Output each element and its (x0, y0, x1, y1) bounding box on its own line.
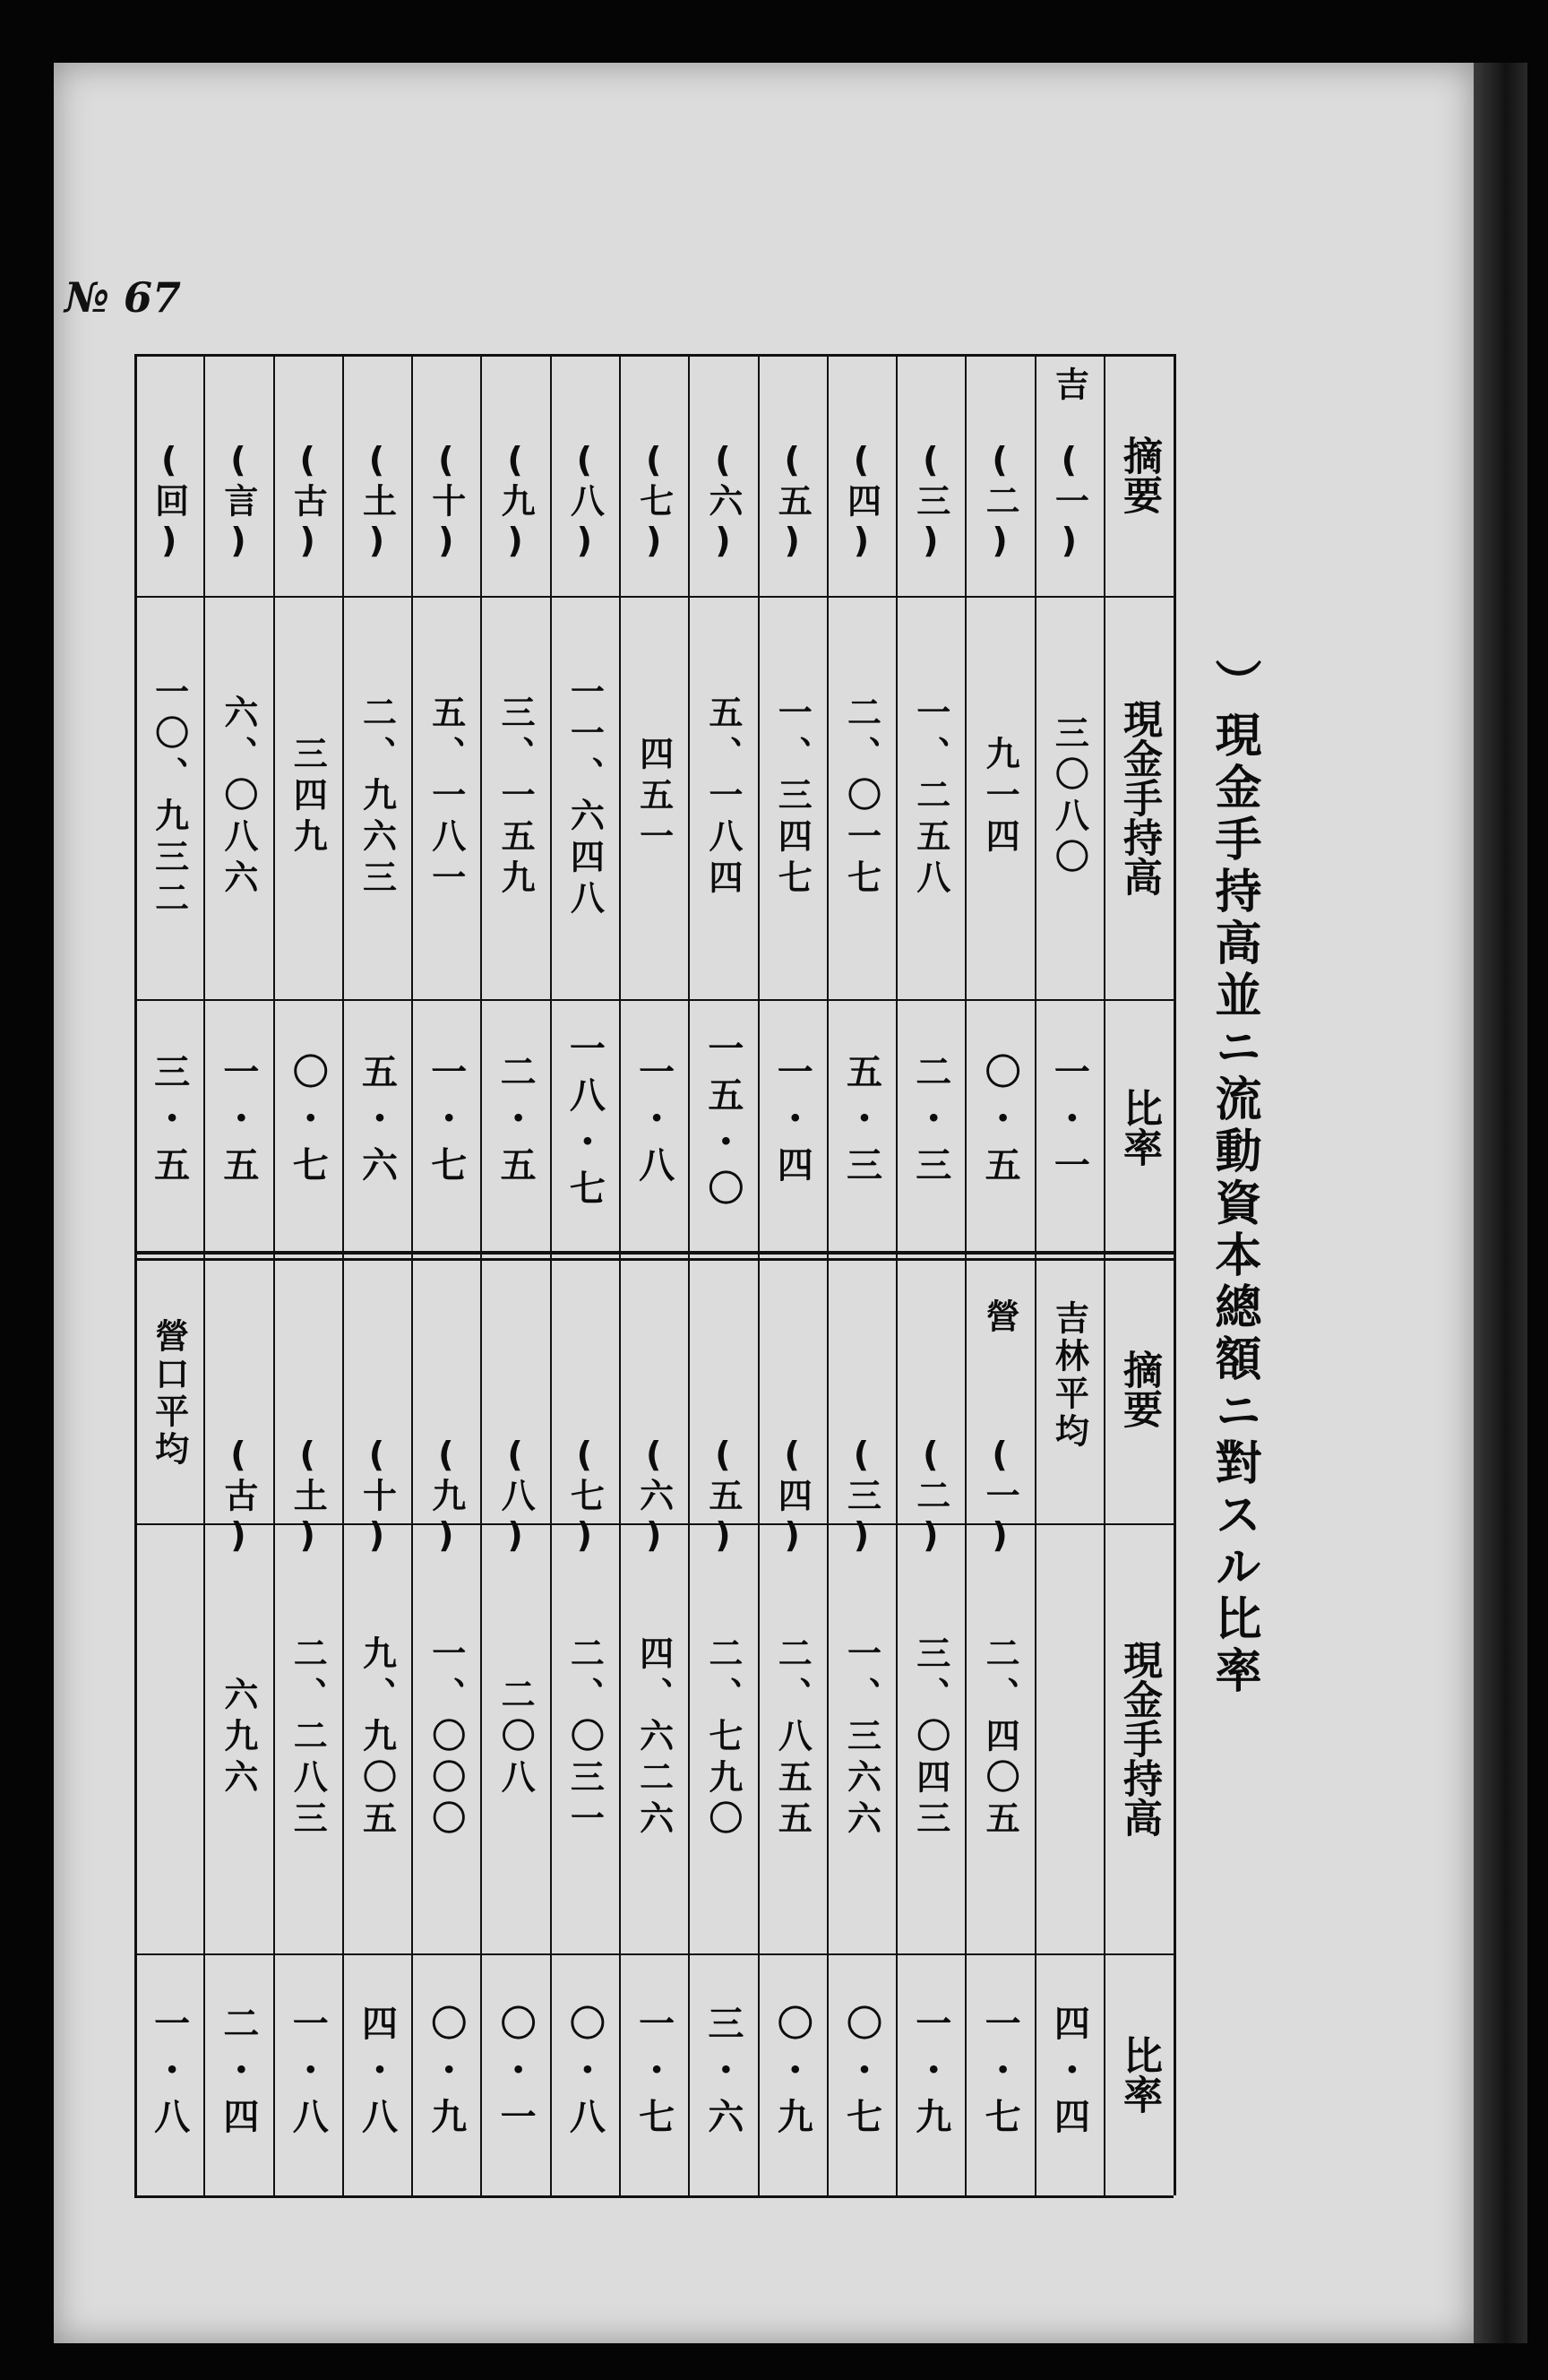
t2-row-no-cell (480, 1435, 549, 1558)
t1-header-ratio-cell (1104, 999, 1174, 1255)
t1-row-no: (七) (633, 440, 674, 564)
t1-row-no-cell (619, 417, 688, 587)
t2-row-cash-cell (411, 1523, 480, 1953)
t2-row-cash: 九、九〇五 (357, 1635, 397, 1841)
t2-row-ratio-cell (134, 1953, 203, 2195)
t2-row-cash-cell (134, 1523, 203, 1953)
t1-header-cash-cell (1104, 596, 1174, 999)
t1-header-summary: 摘要 (1116, 435, 1162, 514)
t2-row-no: (三) (841, 1435, 882, 1558)
t2-row-no-cell (411, 1435, 480, 1558)
t1-row-no-cell (134, 417, 203, 587)
t2-row-cash: 一、〇〇〇 (426, 1635, 466, 1841)
t1-group-label: 吉 (1049, 366, 1089, 404)
t1-row-cash-cell (273, 596, 342, 999)
t2-header-summary: 摘要 (1116, 1350, 1162, 1428)
t1-header-summary-cell (1104, 354, 1174, 596)
t2-row-cash-cell (758, 1523, 827, 1953)
t1-row-ratio: 〇・七 (287, 1052, 329, 1193)
t2-row-ratio-cell (688, 1953, 757, 2195)
t1-row-no: (言) (218, 440, 258, 564)
t1-row-no: (一) (1049, 440, 1089, 564)
t1-row-ratio: 一・八 (632, 1052, 675, 1193)
t1-group-label-cell (1035, 358, 1104, 412)
t2-row-cash-cell (203, 1523, 272, 1953)
t1-row-no: (八) (564, 440, 605, 564)
t1-row-no-cell (411, 417, 480, 587)
t2-row-ratio-cell (273, 1953, 342, 2195)
t2-row-cash-cell (342, 1523, 411, 1953)
t2-row-cash: 二、〇三一 (564, 1635, 605, 1841)
t2-row-ratio: 三・六 (701, 2005, 744, 2144)
t1-row-no-cell (827, 417, 896, 587)
t1-row-ratio: 五・三 (840, 1052, 882, 1193)
t1-row-no-cell (550, 417, 619, 587)
t2-row-no-cell (342, 1435, 411, 1558)
t1-row-cash: 一〇、九三二 (149, 674, 189, 921)
t2-row-ratio: 〇・八 (563, 2005, 606, 2144)
t1-row-ratio-cell (619, 999, 688, 1246)
t1-row-no-cell (480, 417, 549, 587)
t1-row-no-cell (896, 417, 965, 587)
t1-row-no: (土) (357, 440, 397, 564)
t2-row-cash-cell (550, 1523, 619, 1953)
t1-row-no: (六) (702, 440, 743, 564)
t2-row-no: (八) (495, 1435, 536, 1558)
t2-group-label: 營 (980, 1298, 1020, 1336)
t1-row-no: (回) (149, 440, 189, 564)
rule-double-a (134, 1251, 1174, 1255)
t1-row-no-cell (342, 417, 411, 587)
t1-row-cash: 六、〇八六 (218, 694, 258, 901)
t1-row-cash-cell (342, 596, 411, 999)
t2-row-ratio: 一・九 (909, 2005, 951, 2144)
t2-row-ratio-cell (1035, 1953, 1104, 2195)
t2-row-ratio-cell (550, 1953, 619, 2195)
t2-row-no: (二) (910, 1435, 950, 1558)
t2-header-ratio-cell (1104, 1953, 1174, 2195)
t2-row-ratio-cell (411, 1953, 480, 2195)
t2-row-no: (六) (633, 1435, 674, 1558)
t1-row-no: (古) (288, 440, 328, 564)
t2-row-ratio-cell (342, 1953, 411, 2195)
t2-row-ratio: 〇・九 (771, 2005, 813, 2144)
t2-row-no: (一) (980, 1435, 1020, 1558)
t1-row-ratio: 三・五 (148, 1052, 190, 1193)
t2-row-ratio: 〇・七 (840, 2005, 882, 2144)
t1-row-cash: 三、一五九 (495, 694, 536, 901)
t2-row-ratio: 一・七 (632, 2005, 675, 2144)
t2-row-no-cell (273, 1435, 342, 1558)
t1-row-cash: 二、九六三 (357, 694, 397, 901)
table-bottom-border (134, 2195, 1174, 2198)
page-number: № 67 (64, 273, 182, 322)
t1-row-cash-cell (480, 596, 549, 999)
t1-row-no-cell (1035, 417, 1104, 587)
t2-row-ratio: 一・七 (979, 2005, 1021, 2144)
t1-row-ratio: 〇・五 (979, 1052, 1021, 1193)
t1-row-ratio: 一・四 (771, 1052, 813, 1193)
t2-group-label-cell (965, 1272, 1034, 1362)
t1-row-cash: 三四九 (288, 736, 328, 859)
t2-row-cash: 二、二八三 (288, 1635, 328, 1841)
t2-row-no: (九) (426, 1435, 466, 1558)
t2-row-ratio: 四・八 (356, 2005, 398, 2144)
t1-row-no-cell (203, 417, 272, 587)
t1-row-cash: 一一、六四八 (564, 674, 605, 921)
t1-row-ratio-cell (411, 999, 480, 1246)
t2-row-ratio: 一・八 (287, 2005, 329, 2144)
t1-row-cash: 四五一 (633, 736, 674, 859)
t2-row-cash: 六九六 (218, 1677, 258, 1800)
table-title: ）現金手持高並ニ流動資本總額ニ對スル比率 (1207, 659, 1260, 1698)
t2-row-no: (十) (357, 1435, 397, 1558)
t2-row-ratio-cell (896, 1953, 965, 2195)
t2-row-ratio: 〇・一 (494, 2005, 537, 2144)
t2-row-cash: 一、三六六 (841, 1635, 882, 1841)
t1-header-ratio: 比率 (1116, 1087, 1162, 1167)
t1-row-no: (九) (495, 440, 536, 564)
t1-row-cash-cell (896, 596, 965, 999)
t1-row-ratio-cell (480, 999, 549, 1246)
t1-row-cash-cell (965, 596, 1034, 999)
t2-row-cash-cell (619, 1523, 688, 1953)
t2-row-ratio: 二・四 (217, 2005, 259, 2144)
t2-row-cash: 二、八五五 (772, 1635, 813, 1841)
t1-row-ratio: 一・一 (1048, 1052, 1090, 1193)
t1-row-cash-cell (411, 596, 480, 999)
t2-row-cash-cell (480, 1523, 549, 1953)
t2-row-cash-cell (273, 1523, 342, 1953)
t2-header-cash: 現金手持高 (1116, 1640, 1162, 1837)
t1-row-cash-cell (758, 596, 827, 999)
t1-row-ratio: 一八・七 (563, 1029, 606, 1216)
rule-double-b (134, 1258, 1174, 1261)
t1-row-ratio: 一・七 (425, 1052, 467, 1193)
t1-row-ratio-cell (1035, 999, 1104, 1246)
t1-row-ratio-cell (688, 999, 757, 1246)
t1-row-ratio-cell (342, 999, 411, 1246)
table-right-border (1174, 354, 1176, 2195)
t2-row-ratio: 四・四 (1048, 2005, 1090, 2144)
t2-row-no-cell (758, 1435, 827, 1558)
t1-row-cash: 五、一八一 (426, 694, 466, 901)
t1-row-cash: 五、一八四 (702, 694, 743, 901)
t2-row-no: (古) (218, 1435, 258, 1558)
t2-row-no: (四) (772, 1435, 813, 1558)
t2-row-cash-cell (688, 1523, 757, 1953)
t1-row-ratio-cell (203, 999, 272, 1246)
t2-row-no-cell (550, 1435, 619, 1558)
t1-row-no: (三) (910, 440, 950, 564)
t1-row-ratio-cell (827, 999, 896, 1246)
t1-row-no-cell (688, 417, 757, 587)
t1-row-ratio-cell (273, 999, 342, 1246)
t1-row-ratio-cell (965, 999, 1034, 1246)
t1-row-no: (二) (980, 440, 1020, 564)
t2-row-cash: 二、七九〇 (702, 1635, 743, 1841)
t2-row-cash: 二〇八 (495, 1677, 536, 1800)
t2-row-no-cell (619, 1435, 688, 1558)
t2-row-no: (七) (564, 1435, 605, 1558)
t2-row-ratio-cell (965, 1953, 1034, 2195)
t1-row-ratio-cell (134, 999, 203, 1246)
t1-row-ratio-cell (550, 999, 619, 1246)
t2-row-cash-cell (827, 1523, 896, 1953)
t1-row-cash-cell (550, 596, 619, 999)
t2-row-cash-cell (896, 1523, 965, 1953)
t1-row-cash-cell (203, 596, 272, 999)
t1-row-ratio: 一五・〇 (701, 1029, 744, 1216)
t1-row-no-cell (965, 417, 1034, 587)
t2-row-no-cell (965, 1435, 1034, 1558)
t1-row-no: (四) (841, 440, 882, 564)
t1-row-cash: 一、三四七 (772, 694, 813, 901)
book-spine (1474, 63, 1527, 2343)
t1-row-cash: 三〇八〇 (1049, 715, 1089, 880)
t2-row-no-cell (203, 1435, 272, 1558)
t2-row-no: 營口平均 (149, 1318, 189, 1469)
t2-row-no-cell (896, 1435, 965, 1558)
t2-row-cash: 三、〇四三 (910, 1635, 950, 1841)
t2-row-cash: 二、四〇五 (980, 1635, 1020, 1841)
t2-avg-label: 吉林平均 (1049, 1300, 1089, 1451)
t1-row-no-cell (758, 417, 827, 587)
t2-row-ratio-cell (203, 1953, 272, 2195)
t2-header-cash-cell (1104, 1523, 1174, 1953)
t2-row-ratio-cell (619, 1953, 688, 2195)
t1-row-cash-cell (619, 596, 688, 999)
t2-row-ratio-cell (480, 1953, 549, 2195)
t1-row-cash-cell (1035, 596, 1104, 999)
t1-row-cash-cell (134, 596, 203, 999)
t1-row-no: (五) (772, 440, 813, 564)
t1-row-ratio-cell (758, 999, 827, 1246)
t1-row-cash-cell (688, 596, 757, 999)
t2-row-ratio: 〇・九 (425, 2005, 467, 2144)
t2-row-no-cell (827, 1435, 896, 1558)
t1-row-cash: 一、二五八 (910, 694, 950, 901)
t1-header-cash: 現金手持高 (1116, 699, 1162, 896)
t1-row-cash: 二、〇一七 (841, 694, 882, 901)
t2-row-cash: 四、六二六 (633, 1635, 674, 1841)
t1-row-cash-cell (827, 596, 896, 999)
t2-row-ratio-cell (827, 1953, 896, 2195)
t2-row-cash-cell (965, 1523, 1034, 1953)
t2-header-summary-cell (1104, 1255, 1174, 1523)
t1-row-cash: 九一四 (980, 736, 1020, 859)
t1-row-ratio-cell (896, 999, 965, 1246)
t2-row-no-cell (134, 1272, 203, 1514)
t2-row-ratio-cell (758, 1953, 827, 2195)
t2-row-no: (五) (702, 1435, 743, 1558)
t1-row-ratio: 五・六 (356, 1052, 398, 1193)
table-top-border (134, 354, 1174, 357)
t1-row-ratio: 二・五 (494, 1052, 537, 1193)
t1-row-ratio: 二・三 (909, 1052, 951, 1193)
t2-row-ratio: 一・八 (148, 2005, 190, 2144)
t2-header-ratio: 比率 (1116, 2035, 1162, 2114)
t1-row-ratio: 一・五 (217, 1052, 259, 1193)
t1-row-no-cell (273, 417, 342, 587)
t1-row-no: (十) (426, 440, 466, 564)
t2-row-no-cell (688, 1435, 757, 1558)
t2-row-no: (土) (288, 1435, 328, 1558)
t2-row-cash-cell (1035, 1523, 1104, 1953)
t2-row-no-cell (1035, 1272, 1104, 1514)
